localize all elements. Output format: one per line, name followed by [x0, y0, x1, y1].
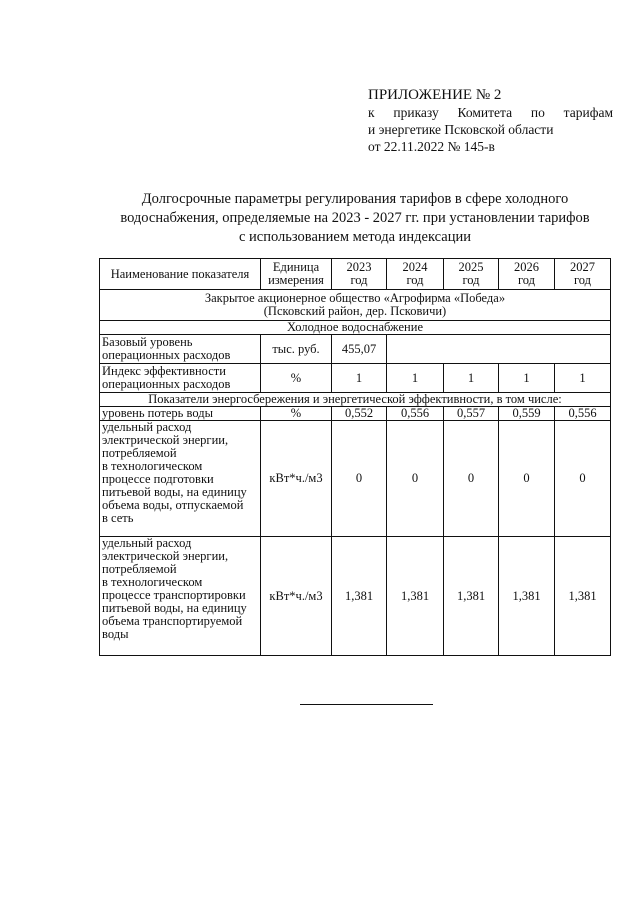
row-losses-unit: % [261, 407, 332, 421]
section-energy-efficiency: Показатели энергосбережения и энергетической эффективности, в том числе: [100, 393, 611, 407]
annex-block [368, 86, 613, 155]
table-row [100, 335, 611, 364]
row-index-value-2024: 1 [387, 364, 444, 393]
document-title-line-3: с использованием метода индексации [238, 229, 472, 245]
annex-order-line: к приказу Комитета по тарифам [368, 105, 613, 120]
document-title [100, 190, 610, 247]
header-year-2027: 2027 год [555, 259, 611, 290]
table-row [100, 407, 611, 421]
row-base-name: Базовый уровень операционных расходов [100, 335, 261, 364]
row-losses-value-2023: 0,552 [332, 407, 387, 421]
section-row-water [100, 321, 611, 335]
table-row [100, 421, 611, 537]
header-year-2025: 2025 год [444, 259, 499, 290]
header-unit: Единица измерения [261, 259, 332, 290]
row-transport-unit: кВт*ч./м3 [261, 537, 332, 656]
row-losses-value-2024: 0,556 [387, 407, 444, 421]
row-losses-value-2025: 0,557 [444, 407, 499, 421]
row-losses-name: уровень потерь воды [100, 407, 261, 421]
table-row [100, 537, 611, 656]
organization-name: Закрытое акционерное общество «Агрофирма «Победа» (Псковский район, дер. Псковичи) [100, 290, 611, 321]
row-losses-value-2026: 0,559 [499, 407, 555, 421]
organization-row [100, 290, 611, 321]
row-index-value-2025: 1 [444, 364, 499, 393]
header-name: Наименование показателя [100, 259, 261, 290]
row-prep-value-2025: 0 [444, 421, 499, 537]
row-base-empty-cell [387, 335, 611, 364]
annex-title: ПРИЛОЖЕНИЕ № 2 [368, 87, 502, 103]
row-losses-value-2027: 0,556 [555, 407, 611, 421]
row-index-unit: % [261, 364, 332, 393]
row-transport-value-2025: 1,381 [444, 537, 499, 656]
header-year-2023: 2023 год [332, 259, 387, 290]
table-row [100, 364, 611, 393]
header-year-2024: 2024 год [387, 259, 444, 290]
section-cold-water: Холодное водоснабжение [100, 321, 611, 335]
row-base-value-2023: 455,07 [332, 335, 387, 364]
row-prep-value-2027: 0 [555, 421, 611, 537]
row-prep-value-2024: 0 [387, 421, 444, 537]
document-title-line-1: Долгосрочные параметры регулирования тарифов в сфере холодного [141, 191, 569, 207]
annex-date-line: от 22.11.2022 № 145-в [368, 139, 495, 154]
row-index-value-2027: 1 [555, 364, 611, 393]
header-year-2026: 2026 год [499, 259, 555, 290]
row-transport-value-2024: 1,381 [387, 537, 444, 656]
row-prep-value-2026: 0 [499, 421, 555, 537]
row-index-name: Индекс эффективности операционных расходов [100, 364, 261, 393]
section-row-energy [100, 393, 611, 407]
closing-divider [300, 704, 433, 705]
row-prep-name: удельный расход электрической энергии, потребляемой в технологическом процессе подготовки питьевой воды, на единицу объема воды, отпускаемой в сеть [100, 421, 261, 537]
row-transport-value-2026: 1,381 [499, 537, 555, 656]
parameters-table [99, 258, 611, 656]
annex-committee-line: и энергетике Псковской области [368, 122, 554, 137]
row-prep-unit: кВт*ч./м3 [261, 421, 332, 537]
row-base-unit: тыс. руб. [261, 335, 332, 364]
row-index-value-2023: 1 [332, 364, 387, 393]
row-transport-value-2027: 1,381 [555, 537, 611, 656]
table-header-row [100, 259, 611, 290]
row-transport-name: удельный расход электрической энергии, потребляемой в технологическом процессе транспортировки питьевой воды, на единицу объема транспортируемой воды [100, 537, 261, 656]
row-transport-value-2023: 1,381 [332, 537, 387, 656]
row-index-value-2026: 1 [499, 364, 555, 393]
document-title-line-2: водоснабжения, определяемые на 2023 - 2027 гг. при установлении тарифов [120, 210, 590, 226]
row-prep-value-2023: 0 [332, 421, 387, 537]
